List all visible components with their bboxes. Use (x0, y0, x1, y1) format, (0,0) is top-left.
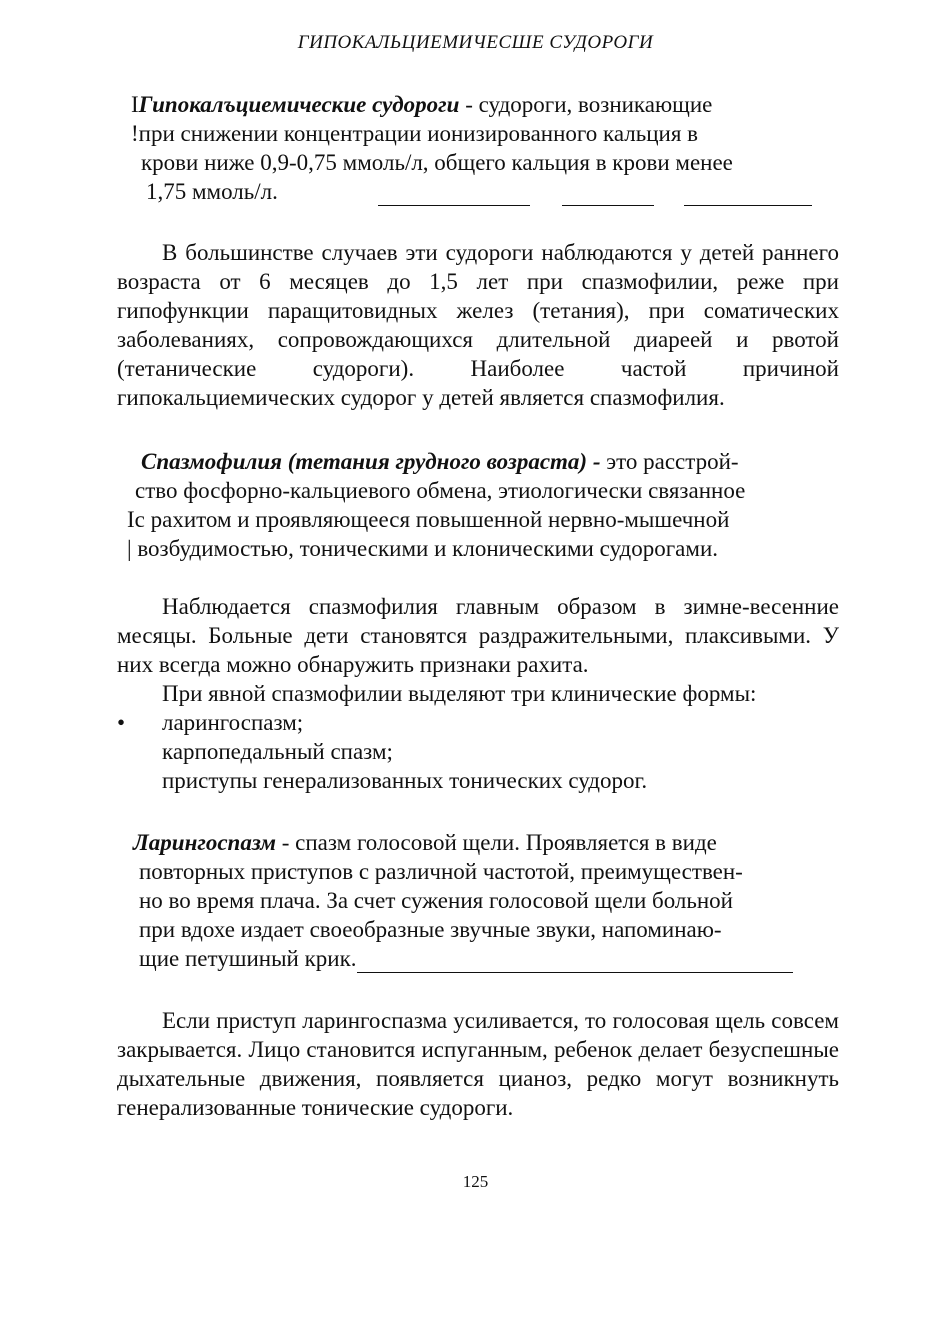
spasmophilia-line-4: | возбудимостью, тоническими и клоническими судорогами. (127, 536, 719, 561)
laryngospasm-line-1 (133, 828, 813, 857)
laryngospasm-line5-text: щие петушиный крик. (139, 946, 357, 971)
paragraph-3-text: Если приступ ларингоспазма усиливается, то голосовая щель совсем закрывается. Лицо становится испуганным, ребенок делает безуспешные дыхательные движения, появляется цианоз, редко могут возникнуть генерализованные тонические судороги. (117, 1008, 839, 1120)
laryngospasm-line1-rest: - спазм голосовой щели. Проявляется в виде (276, 830, 717, 855)
paragraph-2 (117, 592, 839, 679)
definition-line4-text: 1,75 ммоль/л. (146, 179, 278, 204)
list-item (117, 766, 839, 795)
laryngospasm-line-3: но во время плача. За счет сужения голосовой щели больной (139, 888, 733, 913)
spasmophilia-line1-rest: это расстрой- (600, 449, 739, 474)
spasmophilia-term: Спазмофилия (тетания грудного возраста) - (141, 449, 601, 474)
spasmophilia-line-1 (125, 447, 815, 476)
clinical-forms (117, 679, 839, 795)
form-3-text: приступы генерализованных тонических судорог. (162, 768, 648, 793)
definition-term: Гипокалъциемические судороги (138, 92, 460, 117)
definition-line2-text: при снижении концентрации ионизированного кальция в (138, 121, 699, 146)
definition-line1-rest: - судороги, возникающие (459, 92, 713, 117)
laryngospasm-line-5 (133, 944, 813, 973)
page-number: 125 (462, 1172, 489, 1191)
form-2-text: карпопедальный спазм; (162, 739, 393, 764)
spasmophilia-block (125, 447, 815, 563)
laryngospasm-block (133, 828, 813, 973)
laryngospasm-term: Ларингоспазм (133, 830, 276, 855)
forms-intro: При явной спазмофилии выделяют три клинические формы: (162, 681, 757, 706)
blank-rule-1 (378, 187, 530, 206)
laryngospasm-line-2: повторных приступов с различной частотой, преимуществен- (139, 859, 743, 884)
margin-mark-2: ! (131, 121, 139, 146)
form-1-text: ларингоспазм; (162, 710, 304, 735)
blank-rule-4 (357, 950, 793, 973)
bullet-icon: • (117, 710, 126, 735)
definition-line-4 (131, 177, 820, 206)
definition-line-2 (131, 119, 820, 148)
blank-rule-3 (684, 187, 812, 206)
definition-line-1 (131, 90, 820, 119)
margin-mark: I (131, 92, 139, 117)
definition-line-3: крови ниже 0,9-0,75 ммоль/л, общего кальция в крови менее (141, 150, 733, 175)
definition-block (131, 90, 820, 206)
list-item (117, 708, 839, 737)
paragraph-3 (117, 1006, 839, 1122)
spasmophilia-line-2: ство фосфорно-кальциевого обмена, этиологически связанное (135, 478, 746, 503)
paragraph-2-text: Наблюдается спазмофилия главным образом в зимне-весенние месяцы. Больные дети становятся раздражительными, плаксивыми. У них всегда можно обнаружить признаки рахита. (117, 594, 839, 677)
paragraph-1-text: В большинстве случаев эти судороги наблюдаются у детей раннего возраста от 6 месяцев до 1,5 лет при спазмофилии, реже при гипофункции паращитовидных желез (тетания), при соматических заболеваниях, сопровождающихся длительной диареей и рвотой (тетанические судороги). Наиболее частой причиной гипокальциемических судорог у детей является спазмофилия. (117, 240, 839, 410)
laryngospasm-line-4: при вдохе издает своеобразные звучные звуки, напоминаю- (139, 917, 722, 942)
list-item (117, 737, 839, 766)
paragraph-1 (117, 238, 839, 412)
blank-rule-2 (562, 187, 654, 206)
running-head: ГИПОКАЛЬЦИЕМИЧЕСШЕ СУДОРОГИ (297, 32, 654, 53)
spasmophilia-line-3: Iс рахитом и проявляющееся повышенной нервно-мышечной (127, 507, 730, 532)
